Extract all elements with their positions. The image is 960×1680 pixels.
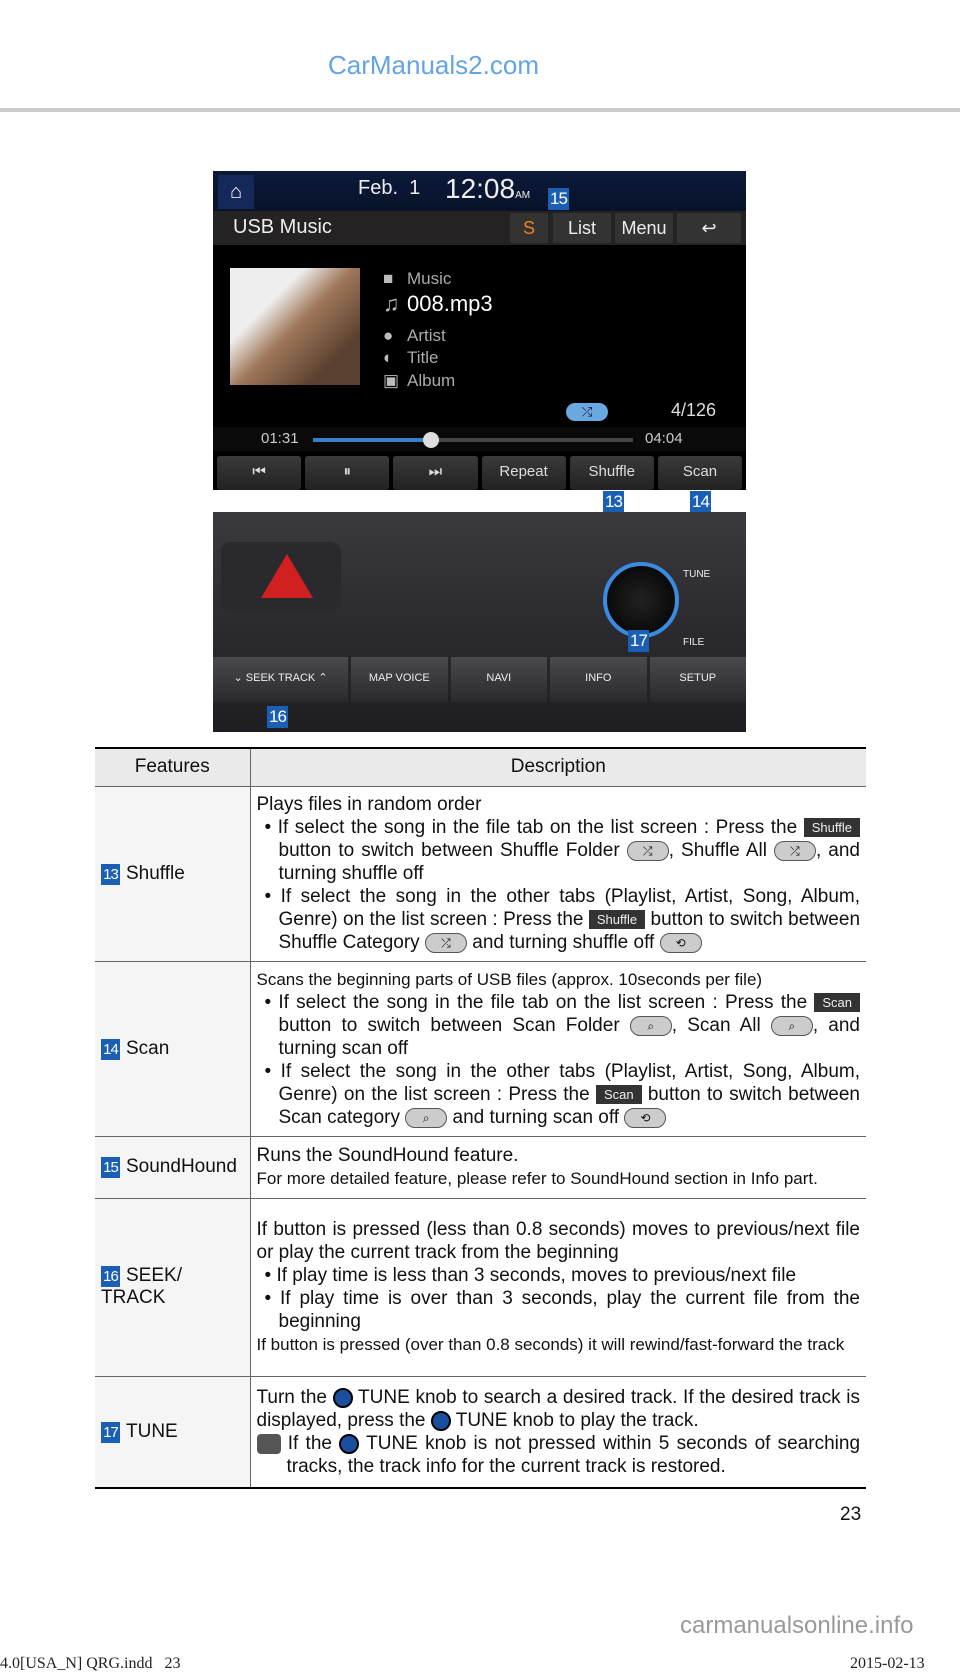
status-bar [213, 171, 746, 211]
progress-track[interactable] [313, 438, 633, 442]
description-scan: Scans the beginning parts of USB files (approx. 10seconds per file) • If select the song in the file tab on the list screen : Press the Scan button to switch between Scan Folder ⌕ , Scan All ⌕ , and turning scan off • If select the song in the other tabs (Playlist, Artist, Song, Album, Genre) on the list screen : Press the Scan button to switch between Scan category ⌕ and turning scan off ⟲ [250, 961, 866, 1136]
tune-knob-icon [333, 1388, 353, 1408]
header-rule [0, 108, 960, 112]
music-note-icon: ♫ [383, 291, 400, 316]
date: Feb. 1 [358, 177, 421, 199]
shuffle-all-icon: ⤮ [774, 841, 816, 861]
callout-16: 16 [267, 706, 288, 728]
table-row [95, 961, 866, 1136]
total-time: 04:04 [645, 430, 683, 447]
setup-button[interactable]: SETUP [650, 657, 746, 702]
scan-category-icon: ⌕ [405, 1108, 447, 1128]
header-features: Features [95, 748, 250, 786]
person-icon: ● [383, 326, 394, 345]
album: ▣ Album [383, 371, 456, 390]
feature-scan: 14 Scan [95, 961, 250, 1136]
seek-track-button[interactable]: ⌄ SEEK TRACK ⌃ [213, 657, 348, 702]
map-voice-button[interactable]: MAP VOICE [351, 657, 447, 702]
title-icon: ◐ [383, 348, 394, 367]
shuffle-folder-icon: ⤮ [627, 841, 669, 861]
list-button[interactable]: List [553, 213, 611, 243]
album-art [230, 268, 360, 385]
feature-shuffle: 13 Shuffle [95, 786, 250, 961]
shuffle-button-icon: Shuffle [804, 818, 860, 837]
title: ◐ Title [383, 348, 439, 367]
table-row [95, 1376, 866, 1488]
tune-knob[interactable] [603, 562, 679, 638]
shuffle-icon: ⤮ [566, 403, 608, 421]
home-button[interactable]: ⌂ [218, 175, 254, 209]
album-icon: ▣ [383, 371, 400, 390]
shuffle-button[interactable]: Shuffle [570, 456, 654, 490]
title-bar [213, 211, 746, 245]
elapsed-time: 01:31 [261, 430, 299, 447]
watermark: CarManuals2.com [328, 50, 539, 80]
playback-controls [213, 456, 746, 490]
file-label: FILE [683, 637, 705, 648]
tune-knob-icon [431, 1411, 451, 1431]
table-row [95, 1198, 866, 1376]
shuffle-category-icon: ⤮ [425, 933, 467, 953]
source-title: USB Music [233, 216, 332, 238]
scan-button[interactable]: Scan [658, 456, 742, 490]
back-button[interactable]: ↩ [677, 213, 741, 243]
pause-button[interactable]: ⏸ [305, 456, 389, 490]
progress-knob[interactable] [423, 432, 439, 448]
feature-soundhound: 15 SoundHound [95, 1136, 250, 1198]
navi-button[interactable]: NAVI [451, 657, 547, 702]
features-table [95, 747, 866, 1489]
file-name: ♫ 008.mp3 [383, 291, 493, 316]
description-shuffle: Plays files in random order • If select the song in the file tab on the list screen : Press the Shuffle button to switch between Shuffle Folder ⤮ , Shuffle All ⤮ , and turning shuffle off • If select the song in the other tabs (Playlist, Artist, Song, Album, Genre) on the list screen : Press the Shuffle button to switch between Shuffle Category ⤮ and turning shuffle off ⟲ [250, 786, 866, 961]
tune-knob-icon [339, 1434, 359, 1454]
folder-name: ■ Music [383, 269, 452, 288]
scan-folder-icon: ⌕ [630, 1016, 672, 1036]
site-watermark: carmanualsonline.info [680, 1612, 914, 1639]
shuffle-off-icon: ⟲ [660, 933, 702, 953]
track-count: 4/126 [671, 400, 717, 420]
description-tune: Turn the TUNE knob to search a desired track. If the desired track is displayed, press the TUNE knob to play the track. i If the TUNE knob is not pressed within 5 seconds of searching tracks, the track info for the current track is restored. [250, 1376, 866, 1488]
info-icon: i [257, 1434, 281, 1454]
callout-13: 13 [603, 491, 624, 513]
scan-button-icon: Scan [596, 1085, 642, 1104]
description-soundhound: Runs the SoundHound feature. For more detailed feature, please refer to SoundHound section in Info part. [250, 1136, 866, 1198]
table-row [95, 1136, 866, 1198]
clock: 12:08AM [445, 173, 531, 204]
scan-all-icon: ⌕ [771, 1016, 813, 1036]
soundhound-button[interactable]: S [510, 213, 548, 243]
repeat-button[interactable]: Repeat [482, 456, 566, 490]
feature-seek-track: 16 SEEK/ TRACK [95, 1198, 250, 1376]
description-seek-track: If button is pressed (less than 0.8 seconds) moves to previous/next file or play the current track from the beginning • If play time is less than 3 seconds, moves to previous/next file • If play time is over than 3 seconds, play the current file from the beginning If button is pressed (over than 0.8 seconds) it will rewind/fast-forward the track [250, 1198, 866, 1376]
info-button[interactable]: INFO [550, 657, 646, 702]
scan-off-icon: ⟲ [624, 1108, 666, 1128]
menu-button[interactable]: Menu [615, 213, 673, 243]
hazard-icon [261, 554, 313, 598]
hardware-buttons [213, 657, 746, 702]
callout-17: 17 [628, 630, 649, 652]
progress-fill [313, 438, 431, 442]
page-number: 23 [840, 1504, 862, 1525]
header-description: Description [250, 748, 866, 786]
print-footer: 4.0[USA_N] QRG.indd 23 2015-02-13 [0, 1655, 925, 1672]
tune-label: TUNE [683, 569, 711, 580]
folder-icon: ■ [383, 269, 394, 288]
table-row [95, 786, 866, 961]
progress-bar[interactable] [213, 427, 746, 451]
callout-15: 15 [548, 188, 569, 210]
shuffle-button-icon: Shuffle [589, 910, 645, 929]
artist: ● Artist [383, 326, 446, 345]
hazard-button[interactable] [221, 542, 341, 612]
callout-14: 14 [690, 491, 711, 513]
feature-tune: 17 TUNE [95, 1376, 250, 1488]
head-unit-panel [213, 512, 746, 732]
previous-button[interactable]: ⏮ [217, 456, 301, 490]
scan-button-icon: Scan [814, 993, 860, 1012]
usb-music-screen [213, 171, 746, 490]
next-button[interactable]: ⏭ [393, 456, 477, 490]
